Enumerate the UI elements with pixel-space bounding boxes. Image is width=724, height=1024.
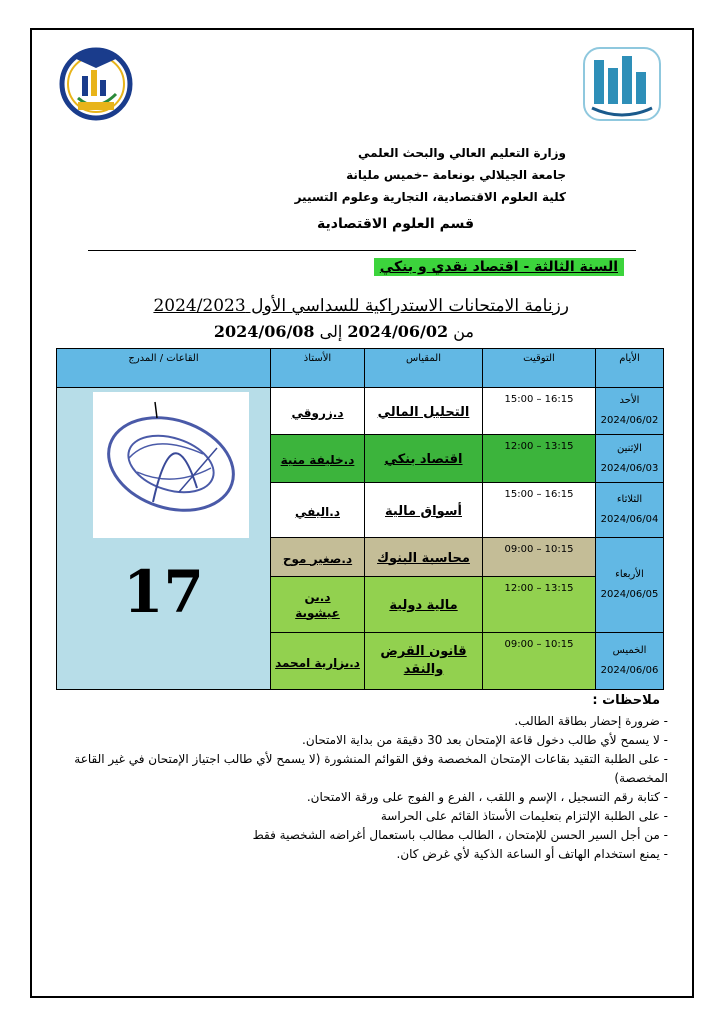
professor-cell [271, 633, 365, 690]
subject-cell [365, 577, 483, 633]
table-header-row [57, 349, 664, 388]
room-cell [57, 388, 271, 690]
subject-name: أسواق مالية [385, 503, 462, 519]
professor-name: د.خليفة منية [280, 453, 355, 467]
day-cell [596, 483, 664, 538]
professor-name: د.صغير موح [282, 551, 353, 566]
header-days: الأيام [596, 349, 664, 388]
subject-name: مالية دولية [389, 598, 458, 613]
day-date: 2024/06/04 [600, 514, 659, 525]
subject-cell [365, 538, 483, 577]
header-rooms: القاعات / المدرج [57, 349, 271, 388]
professor-cell [271, 538, 365, 577]
day-date: 2024/06/03 [600, 462, 659, 474]
day-name: الأحد [619, 395, 640, 406]
time-cell: 09:00 – 10:15 [483, 633, 596, 690]
header-professor: الأستاذ [271, 349, 365, 388]
subject-cell [365, 633, 483, 690]
university-line: جامعة الجيلالي بونعامة –خميس مليانة [346, 168, 566, 182]
subject-name: اقتصاد بنكي [384, 452, 463, 467]
header-divider [88, 250, 636, 251]
subject-cell [365, 388, 483, 435]
day-cell [596, 388, 664, 435]
department-title: قسم العلوم الاقتصادية [317, 216, 474, 232]
day-cell [596, 435, 664, 483]
day-date: 2024/06/05 [600, 589, 659, 600]
note-item: - لا يسمح لأي طالب دخول قاعة الإمتحان بعد 30 دقيقة من بداية الامتحان. [302, 733, 668, 747]
day-name: الخميس [612, 645, 647, 656]
professor-name: عيشوبة [295, 605, 340, 620]
professor-name: د.بزارية امحمد [275, 655, 360, 670]
notes-title: ملاحظات : [592, 693, 660, 708]
day-cell [596, 538, 664, 633]
table-row [57, 388, 664, 435]
from-date: 2024/06/02 [347, 322, 449, 341]
day-name: الإثنين [617, 442, 642, 454]
note-item: - على الطلبة التقيد بقاعات الإمتحان المخصصة وفق القوائم المنشورة (لا يسمح لأي طالب اجتياز الإمتحان في غير القاعة المخصصة) [74, 752, 668, 785]
subject-name: قانون القرض [380, 644, 467, 659]
time-cell: 15:00 – 16:15 [483, 483, 596, 538]
time-cell: 12:00 – 13:15 [483, 435, 596, 483]
notes-list [48, 712, 668, 864]
note-item: - على الطلبة الإلتزام بتعليمات الأستاذ القائم على الحراسة [380, 809, 668, 823]
exam-schedule-table [56, 348, 664, 690]
from-label: من [453, 322, 474, 341]
schedule-title: رزنامة الامتحانات الاستدراكية للسداسي الأول 2024/2023 [153, 296, 569, 316]
subject-cell [365, 435, 483, 483]
ministry-line: وزارة التعليم العالي والبحث العلمي [357, 146, 566, 160]
day-date: 2024/06/06 [600, 665, 659, 676]
to-date: 2024/06/08 [213, 322, 315, 341]
professor-name: د.بن [304, 589, 331, 604]
professor-cell [271, 483, 365, 538]
faculty-logo [52, 38, 140, 126]
date-range [214, 322, 474, 341]
note-item: - يمنع استخدام الهاتف أو الساعة الذكية لأي غرض كان. [396, 847, 668, 861]
time-cell: 15:00 – 16:15 [483, 388, 596, 435]
subject-cell [365, 483, 483, 538]
professor-name: د.اليفي [294, 504, 340, 519]
professor-cell [271, 435, 365, 483]
professor-cell [271, 388, 365, 435]
day-cell [596, 633, 664, 690]
note-item: - من أجل السير الحسن للإمتحان ، الطالب مطالب باستعمال أغراضه الشخصية فقط [252, 828, 668, 842]
header-time: التوقيت [483, 349, 596, 388]
time-cell: 09:00 – 10:15 [483, 538, 596, 577]
time-cell: 12:00 – 13:15 [483, 577, 596, 633]
professor-name: د.زروقي [291, 405, 344, 420]
university-logo [578, 38, 666, 126]
day-date: 2024/06/02 [600, 415, 659, 426]
header-subject: المقياس [365, 349, 483, 388]
note-item: - كتابة رقم التسجيل ، الإسم و اللقب ، الفرع و الفوج على ورقة الامتحان. [306, 790, 668, 804]
to-label: إلى [319, 322, 343, 341]
note-item: - ضرورة إحضار بطاقة الطالب. [514, 714, 668, 728]
institution-header [236, 142, 566, 208]
subject-name: التحليل المالي [377, 404, 470, 420]
faculty-line: كلية العلوم الاقتصادية، التجارية وعلوم التسيير [294, 190, 566, 204]
official-stamp [93, 392, 249, 538]
professor-cell [271, 577, 365, 633]
day-name: الثلاثاء [616, 494, 643, 505]
subject-name: محاسبة البنوك [377, 550, 470, 566]
subject-name: والنقد [403, 662, 444, 677]
room-number: 17 [123, 558, 204, 626]
year-label: السنة الثالثة - اقتصاد نقدي و بنكي [374, 258, 624, 276]
day-name: الأربعاء [615, 569, 644, 580]
